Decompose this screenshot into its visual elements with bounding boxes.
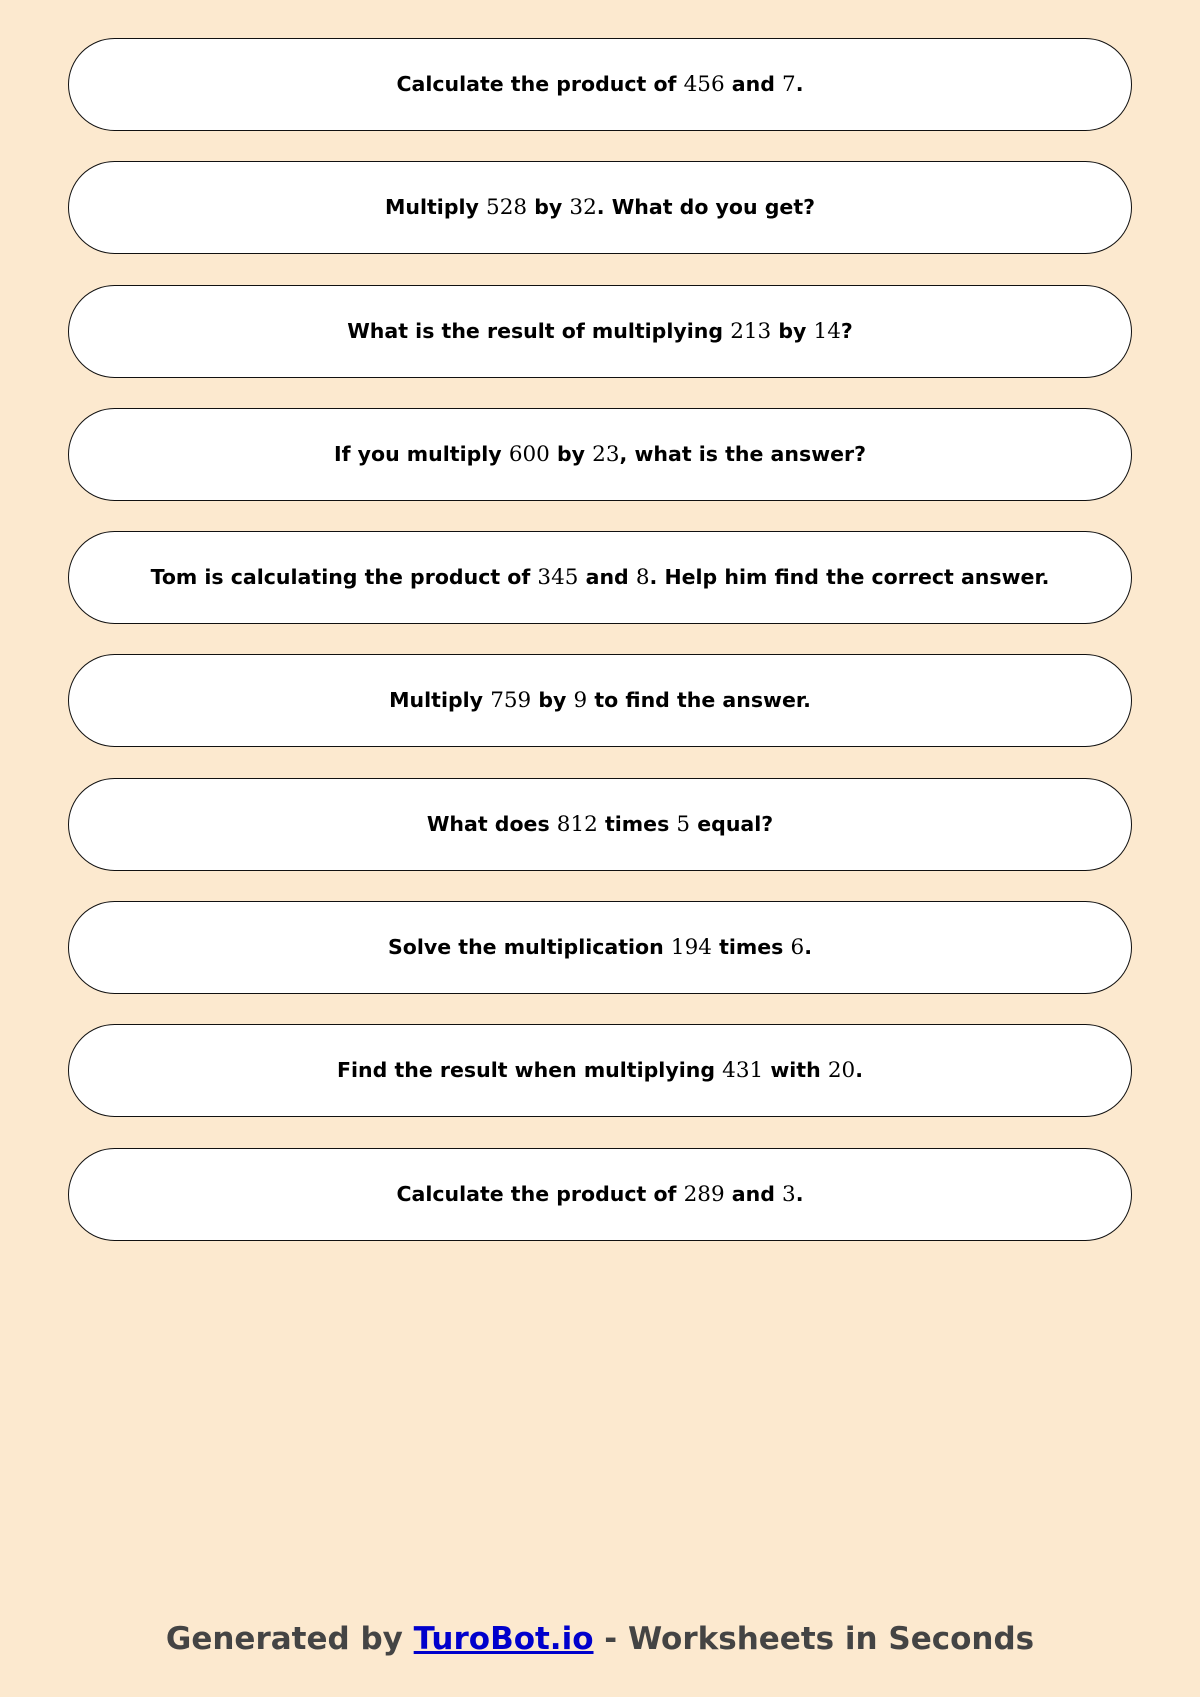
question-box — [68, 161, 1132, 254]
question-text: Calculate the product of 456 and 7. — [396, 72, 804, 97]
question-text: What does 812 times 5 equal? — [426, 811, 774, 837]
question-box — [68, 285, 1132, 378]
operand-b: 32 — [569, 195, 597, 221]
operand-a: 194 — [670, 935, 712, 961]
question-text: Calculate the product of 289 and 3. — [396, 1181, 804, 1207]
operand-b: 5 — [676, 811, 691, 837]
operand-a: 345 — [537, 565, 579, 591]
operand-a: 759 — [490, 688, 532, 714]
question-text: Find the result when multiplying 431 with 20. — [337, 1058, 863, 1084]
operand-b: 9 — [573, 688, 588, 714]
question-box — [68, 778, 1132, 871]
question-box — [68, 654, 1132, 747]
footer-prefix: Generated by — [165, 1621, 414, 1657]
footer-suffix: - Worksheets in Seconds — [593, 1621, 1035, 1657]
question-box — [68, 1148, 1132, 1241]
operand-a: 600 — [508, 441, 550, 467]
operand-b: 20 — [827, 1058, 856, 1084]
operand-a: 812 — [556, 811, 598, 837]
question-text: Multiply 759 by 9 to find the answer. — [389, 688, 811, 714]
question-box — [68, 901, 1132, 994]
question-text: Tom is calculating the product of 345 and 8. Help him find the correct answer. — [150, 565, 1050, 591]
operand-a: 289 — [683, 1181, 725, 1207]
operand-a: 431 — [722, 1058, 764, 1084]
operand-b: 7 — [782, 72, 796, 97]
operand-b: 3 — [782, 1181, 796, 1207]
operand-b: 14 — [813, 318, 841, 344]
question-text: Multiply 528 by 32. What do you get? — [384, 195, 816, 221]
question-text: If you multiply 600 by 23, what is the answer? — [333, 441, 867, 467]
operand-b: 6 — [790, 935, 805, 961]
footer — [0, 1617, 1200, 1662]
question-box — [68, 1024, 1132, 1117]
turobot-link[interactable]: TuroBot.io — [413, 1621, 594, 1657]
question-box — [68, 531, 1132, 624]
operand-a: 528 — [486, 195, 528, 221]
operand-a: 456 — [683, 72, 725, 97]
question-text: What is the result of multiplying 213 by 14? — [347, 318, 853, 344]
operand-b: 23 — [592, 441, 620, 467]
question-box — [68, 38, 1132, 131]
operand-b: 8 — [635, 565, 650, 591]
operand-a: 213 — [730, 318, 772, 344]
question-text: Solve the multiplication 194 times 6. — [388, 935, 812, 961]
question-box — [68, 408, 1132, 501]
question-list — [68, 38, 1132, 1271]
